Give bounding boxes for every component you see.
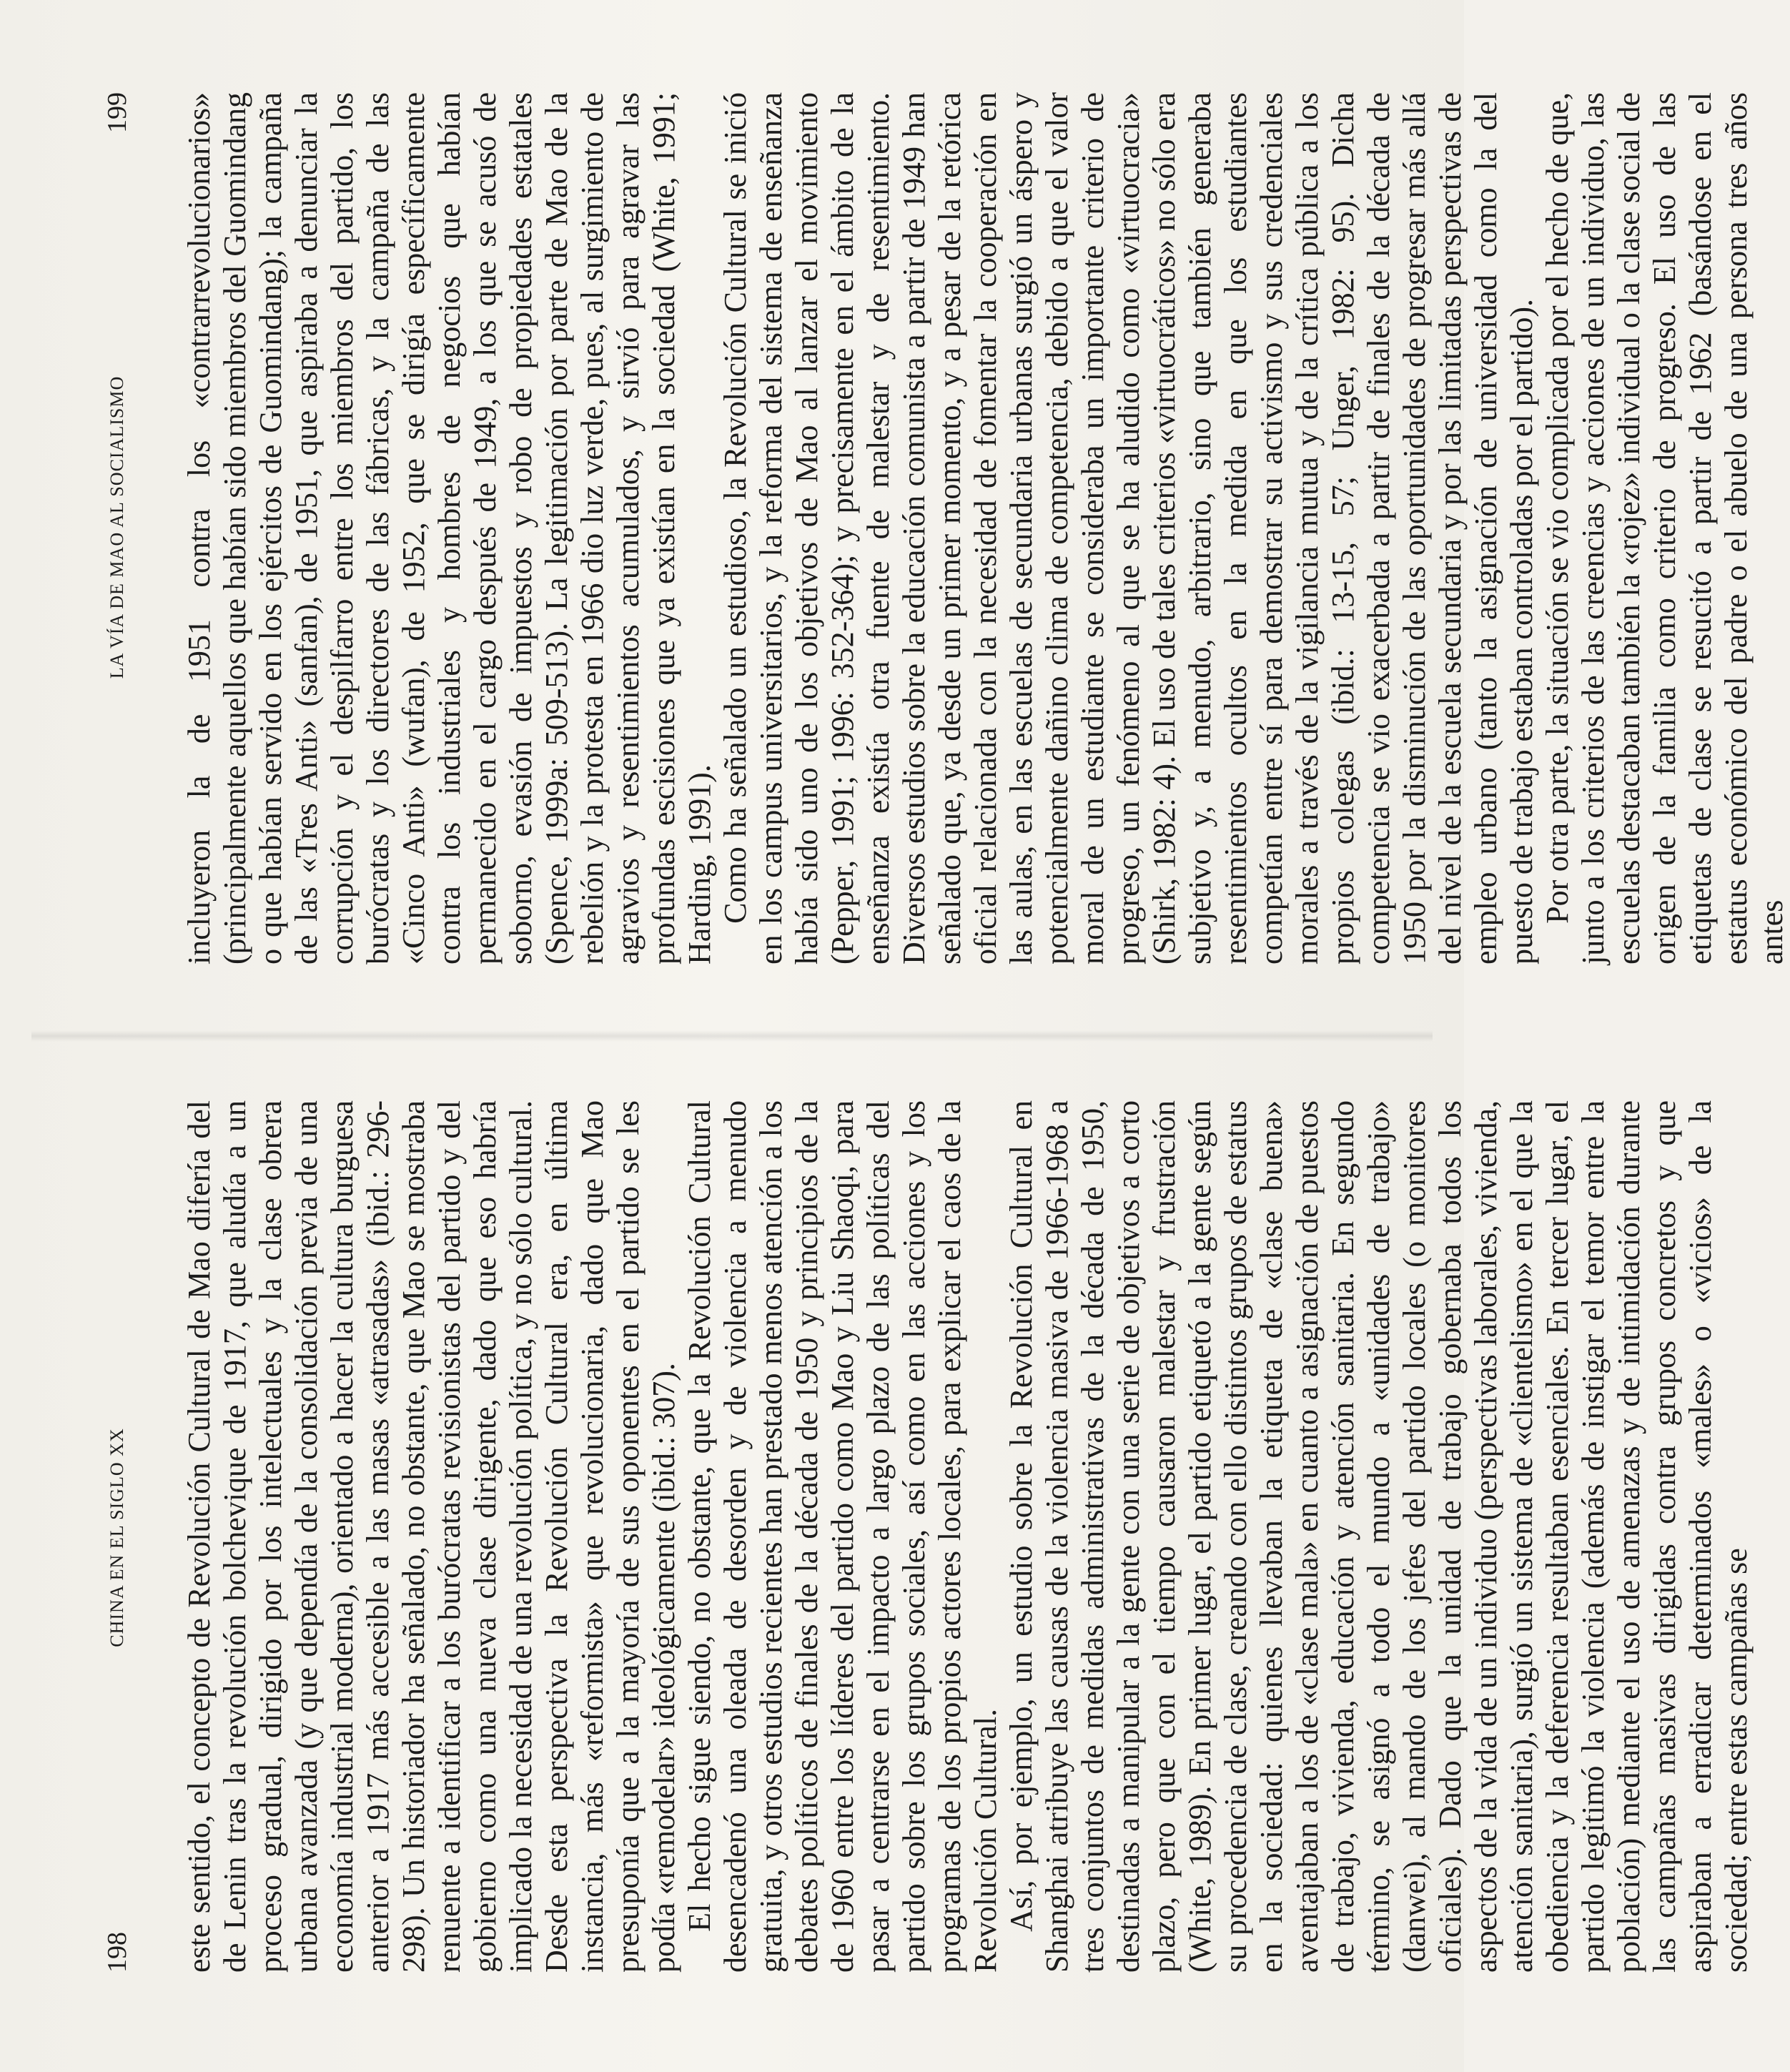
- left-page: [96, 1100, 1754, 1973]
- left-paragraph-3: Así, por ejemplo, un estudio sobre la Revolución Cultural en Shanghai atribuye las causas de la violencia masiva de 1966-1968 a tres conjuntos de medidas administrativas de la década de 1950, destinadas a manipular a la gente con una serie de objetivos a corto plazo, pero que con el tiempo causaron malestar y frustración (White, 1989). En primer lugar, el partido etiquetó a la gente según su procedencia de clase, creando con ello distintos grupos de estatus en la sociedad: quienes llevaban la etiqueta de «clase buena» aventajaban a los de «clase mala» en cuanto a asignación de puestos de trabajo, vivienda, educación y atención sanitaria. En segundo término, se asignó a todo el mundo a «unidades de trabajo» (danwei), al mando de los jefes del partido locales (o monitores oficiales). Dado que la unidad de trabajo gobernaba todos los aspectos de la vida de un individuo (perspectivas laborales, vivienda, atención sanitaria), surgió un sistema de «clientelismo» en el que la obediencia y la deferencia resultaban esenciales. En tercer lugar, el partido legitimó la violencia (además de instigar el temor entre la población) mediante el uso de amenazas y de intimidación durante las campañas masivas dirigidas contra grupos concretos y que aspiraban a erradicar determinados «males» o «vicios» de la sociedad; entre estas campañas se: [1004, 1100, 1754, 1973]
- left-paragraph-2: El hecho sigue siendo, no obstante, que la Revolución Cultural desencadenó una oleada de desorden y de violencia a menudo gratuita, y otros estudios recientes han prestado menos atención a los debates políticos de finales de la década de 1950 y principios de la de 1960 entre los líderes del partido como Mao y Liu Shaoqi, para pasar a centrarse en el impacto a largo plazo de las políticas del partido sobre los grupos sociales, así como en las acciones y los programas de los propios actores locales, para explicar el caos de la Revolución Cultural.: [682, 1100, 1003, 1973]
- left-page-header: [96, 1100, 139, 1973]
- left-page-body: [182, 1100, 1754, 1973]
- book-gutter: [31, 1030, 1433, 1042]
- right-paragraph-2: Como ha señalado un estudioso, la Revolución Cultural se inició en los campus universitarios, y la reforma del sistema de enseñanza había sido uno de los objetivos de Mao al lanzar el movimiento (Pepper, 1991; 1996: 352-364); y precisamente en el ámbito de la enseñanza existía otra fuente de malestar y de resentimiento. Diversos estudios sobre la educación comunista a partir de 1949 han señalado que, ya desde un primer momento, y a pesar de la retórica oficial relacionada con la necesidad de fomentar la cooperación en las aulas, en las escuelas de secundaria urbanas surgió un áspero y potencialmente dañino clima de competencia, debido a que el valor moral de un estudiante se consideraba un importante criterio de progreso, un fenómeno al que se ha aludido como «virtuocracia» (Shirk, 1982: 4). El uso de tales criterios «virtuocráticos» no sólo era subjetivo y, a menudo, arbitrario, sino que también generaba resentimientos ocultos en la medida en que los estudiantes competían entre sí para demostrar su activismo y sus credenciales morales a través de la vigilancia mutua y de la crítica pública a los propios colegas (ibid.: 13-15, 57; Unger, 1982: 95). Dicha competencia se vio exacerbada a partir de finales de la década de 1950 por la disminución de las oportunidades de progresar más allá del nivel de la escuela secundaria y por las limitadas perspectivas de empleo urbano (tanto la asignación de universidad como la del puesto de trabajo estaban controladas por el partido).: [718, 92, 1539, 965]
- rotated-spread: [31, 21, 1789, 2051]
- right-page-header: [96, 92, 139, 965]
- left-paragraph-1: este sentido, el concepto de Revolución Cultural de Mao difería del de Lenin tras la revolución bolchevique de 1917, que aludía a un proceso gradual, dirigido por los intelectuales y la clase obrera urbana avanzada (y que dependía de la consolidación previa de una economía industrial moderna), orientado a hacer la cultura burguesa anterior a 1917 más accesible a las masas «atrasadas» (ibid.: 296-298). Un historiador ha señalado, no obstante, que Mao se mostraba renuente a identificar a los burócratas revisionistas del partido y del gobierno como una nueva clase dirigente, dado que eso habría implicado la necesidad de una revolución política, y no sólo cultural. Desde esta perspectiva la Revolución Cultural era, en última instancia, más «reformista» que revolucionaria, dado que Mao presuponía que a la mayoría de sus oponentes en el partido se les podía «remodelar» ideológicamente (ibid.: 307).: [182, 1100, 681, 1973]
- right-running-header: LA VÍA DE MAO AL SOCIALISMO: [107, 375, 127, 679]
- left-page-number: 198: [102, 1932, 132, 1973]
- right-page: [96, 92, 1789, 965]
- right-page-number: 199: [102, 92, 132, 133]
- left-running-header: CHINA EN EL SIGLO XX: [107, 1428, 127, 1647]
- right-page-body: [182, 92, 1789, 965]
- right-paragraph-1: incluyeron la de 1951 contra los «contrarrevolucionarios» (principalmente aquellos que habían sido miembros del Guomindang o que habían servido en los ejércitos de Guomindang); la campaña de las «Tres Anti» (sanfan), de 1951, que aspiraba a denunciar la corrupción y el despilfarro entre los miembros del partido, los burócratas y los directores de las fábricas, y la campaña de las «Cinco Anti» (wufan), de 1952, que se dirigía específicamente contra los industriales y hombres de negocios que habían permanecido en el cargo después de 1949, a los que se acusó de soborno, evasión de impuestos y robo de propiedades estatales (Spence, 1999a: 509-513). La legitimación por parte de Mao de la rebelión y la protesta en 1966 dio luz verde, pues, al surgimiento de agravios y resentimientos acumulados, y sirvió para agravar las profundas escisiones que ya existían en la sociedad (White, 1991; Harding, 1991).: [182, 92, 717, 965]
- right-paragraph-3: Por otra parte, la situación se vio complicada por el hecho de que, junto a los criterios de las creencias y acciones de un individuo, las escuelas destacaban también la «rojez» individual o la clase social de origen de la familia como criterio de progreso. El uso de las etiquetas de clase se resucitó a partir de 1962 (basándose en el estatus económico del padre o el abuelo de una persona tres años antes: [1540, 92, 1789, 965]
